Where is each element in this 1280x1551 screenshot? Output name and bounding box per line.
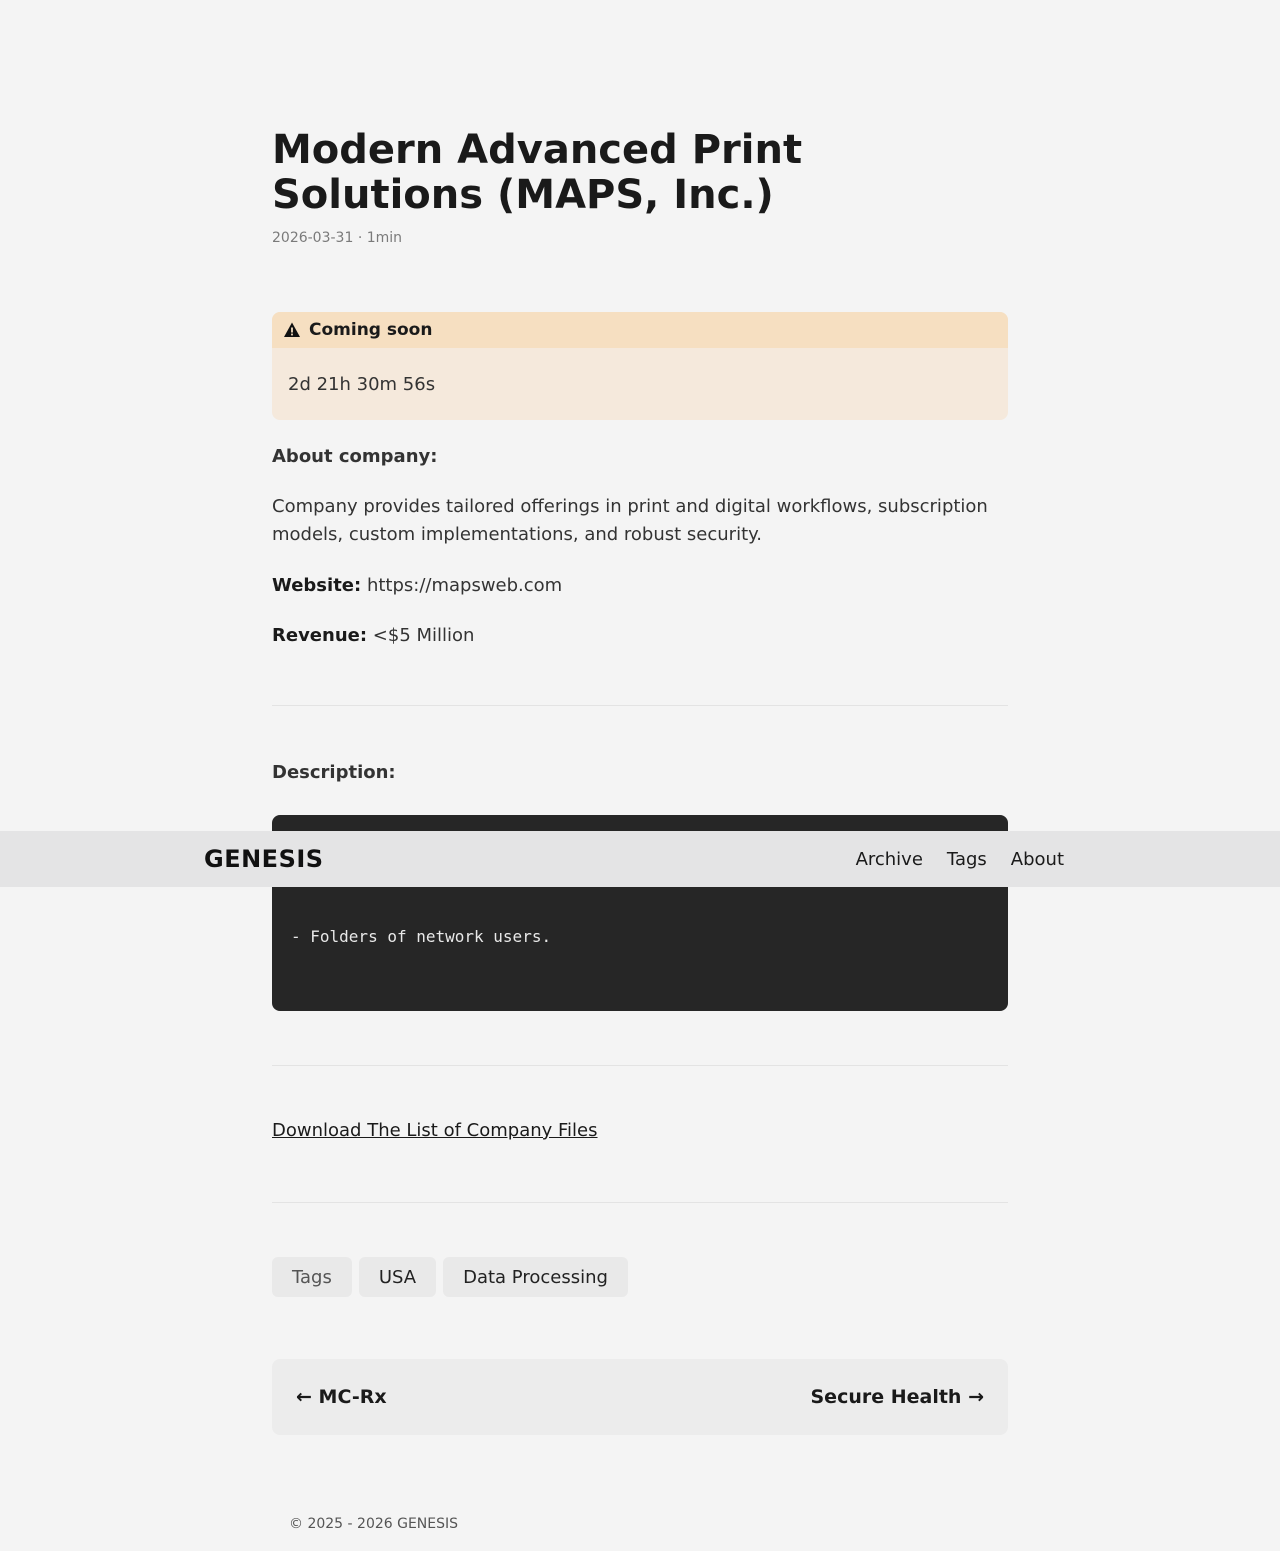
revenue-row bbox=[272, 622, 1008, 650]
website-label: Website: bbox=[272, 575, 362, 596]
download-files-link[interactable]: Download The List of Company Files bbox=[272, 1120, 598, 1141]
tags-label: Tags bbox=[272, 1257, 352, 1297]
meta-separator: · bbox=[357, 230, 363, 246]
footer-copyright: © 2025 - 2026 GENESIS bbox=[289, 1516, 459, 1532]
revenue-value: <$5 Million bbox=[372, 625, 475, 646]
nav-about[interactable]: About bbox=[1010, 848, 1064, 870]
coming-soon-notice bbox=[272, 312, 1008, 420]
about-heading: About company: bbox=[272, 446, 438, 467]
notice-header bbox=[272, 312, 1008, 348]
post-pagination bbox=[272, 1359, 1008, 1435]
revenue-label: Revenue: bbox=[272, 625, 368, 646]
website-value: https://mapsweb.com bbox=[366, 575, 563, 596]
website-row bbox=[272, 572, 1008, 600]
top-navbar bbox=[0, 831, 1280, 887]
tag-data-processing[interactable]: Data Processing bbox=[443, 1257, 628, 1297]
countdown-timer: 2d 21h 30m 56s bbox=[288, 374, 436, 395]
divider bbox=[272, 705, 1008, 706]
divider bbox=[272, 1202, 1008, 1203]
warning-icon bbox=[283, 321, 301, 339]
post-title: Modern Advanced Print Solutions (MAPS, Inc.) bbox=[272, 127, 803, 218]
post-meta bbox=[272, 230, 402, 246]
divider bbox=[272, 1065, 1008, 1066]
tag-usa[interactable]: USA bbox=[359, 1257, 436, 1297]
description-heading: Description: bbox=[272, 762, 396, 783]
post-date: 2026-03-31 bbox=[272, 230, 354, 246]
nav-tags[interactable]: Tags bbox=[946, 848, 987, 870]
about-text: Company provides tailored offerings in print and digital workflows, subscription models, custom implementations, and robust security. bbox=[272, 496, 988, 545]
read-time: 1min bbox=[366, 230, 403, 246]
next-post-link[interactable]: Secure Health → bbox=[810, 1386, 984, 1408]
nav-links bbox=[856, 849, 1064, 870]
tag-list bbox=[272, 1257, 628, 1297]
notice-heading: Coming soon bbox=[309, 320, 433, 340]
prev-post-link[interactable]: ← MC-Rx bbox=[296, 1386, 387, 1408]
brand-logo[interactable]: GENESIS bbox=[204, 845, 324, 873]
code-line: - Folders of network users. bbox=[291, 927, 552, 946]
nav-archive[interactable]: Archive bbox=[855, 848, 923, 870]
